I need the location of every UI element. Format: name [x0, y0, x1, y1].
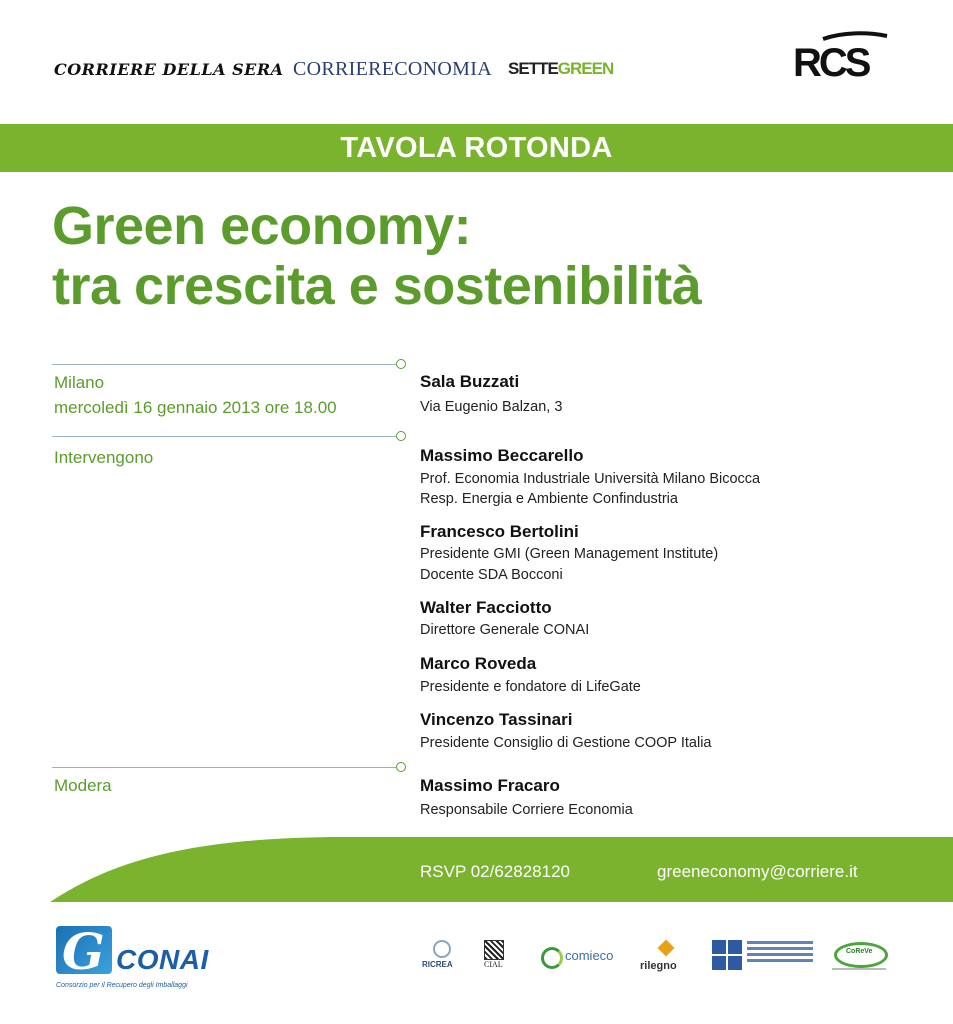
- moderator-label: Modera: [54, 776, 112, 795]
- event-datetime: mercoledì 16 gennaio 2013 ore 18.00: [54, 398, 337, 417]
- event-title-line-1: Green economy:: [52, 196, 472, 256]
- speaker-name: Vincenzo Tassinari: [420, 710, 573, 729]
- rsvp-phone: RSVP 02/62828120: [420, 862, 570, 881]
- cial-name: CIAL: [484, 960, 503, 969]
- corepla-logo: [712, 940, 816, 974]
- rilegno-name: rilegno: [640, 960, 677, 972]
- rcs-logo-text: RCS: [793, 41, 869, 80]
- rilegno-logo: [640, 940, 690, 974]
- speaker-role: Prof. Economia Industriale Università Milano Bicocca: [420, 471, 761, 487]
- coreve-icon: [834, 942, 888, 968]
- divider-dot-moderator: [396, 762, 406, 772]
- speaker-name: Francesco Bertolini: [420, 522, 579, 541]
- speaker-role: Resp. Energia e Ambiente Confindustria: [420, 491, 678, 507]
- settegreen-logo-green: GREEN: [557, 59, 614, 78]
- rilegno-icon: [658, 940, 675, 957]
- speaker-name: Massimo Beccarello: [420, 446, 584, 465]
- corriereconomia-logo: CORRIERECONOMIA: [293, 58, 492, 80]
- speaker-role: Direttore Generale CONAI: [420, 622, 590, 638]
- divider-speakers: [52, 436, 396, 437]
- comieco-icon: [541, 947, 563, 969]
- moderator-role: Responsabile Corriere Economia: [420, 802, 633, 818]
- divider-location: [52, 364, 396, 365]
- moderator-name: Massimo Fracaro: [420, 776, 560, 795]
- coreve-name: CoReVe: [846, 948, 873, 955]
- cial-logo: [482, 940, 516, 974]
- ricrea-name: RICREA: [422, 960, 453, 969]
- ricrea-logo: [420, 940, 462, 974]
- event-city: Milano: [54, 373, 105, 392]
- cial-icon: [484, 940, 504, 960]
- comieco-logo: [541, 940, 621, 974]
- event-title-line-2: tra crescita e sostenibilità: [52, 256, 702, 316]
- coreve-logo: [832, 940, 888, 974]
- rcs-logo-swoosh: [823, 33, 887, 39]
- corriere-della-sera-logo: CORRIERE DELLA SERA: [54, 60, 284, 79]
- divider-dot-speakers: [396, 431, 406, 441]
- speakers-label: Intervengono: [54, 448, 154, 467]
- speaker-role: Presidente GMI (Green Management Institute): [420, 546, 719, 562]
- settegreen-logo: [508, 59, 613, 79]
- venue-name: Sala Buzzati: [420, 372, 520, 391]
- corepla-text-lines: [747, 941, 813, 965]
- coreve-underline: [832, 968, 886, 970]
- settegreen-logo-sette: SETTE: [508, 59, 558, 78]
- speaker-role: Presidente e fondatore di LifeGate: [420, 679, 641, 695]
- divider-moderator: [52, 767, 396, 768]
- event-title: [52, 196, 701, 316]
- divider-dot-location: [396, 359, 406, 369]
- speaker-name: Walter Facciotto: [420, 598, 552, 617]
- conai-subtitle: Consorzio per il Recupero degli Imballaggi: [56, 982, 188, 989]
- speaker-name: Marco Roveda: [420, 654, 537, 673]
- corepla-icon: [712, 940, 742, 970]
- rcs-logo: [793, 30, 889, 80]
- conai-mark-icon: G: [56, 926, 112, 974]
- comieco-name: comieco: [565, 948, 614, 963]
- venue-address: Via Eugenio Balzan, 3: [420, 399, 563, 415]
- rsvp-email-link[interactable]: greeneconomy@corriere.it: [657, 862, 858, 881]
- tavola-rotonda-banner: TAVOLA ROTONDA: [0, 124, 953, 172]
- speaker-role: Docente SDA Bocconi: [420, 567, 563, 583]
- ricrea-icon: [433, 940, 451, 958]
- speaker-role: Presidente Consiglio di Gestione COOP Italia: [420, 735, 712, 751]
- conai-name: CONAI: [116, 944, 209, 975]
